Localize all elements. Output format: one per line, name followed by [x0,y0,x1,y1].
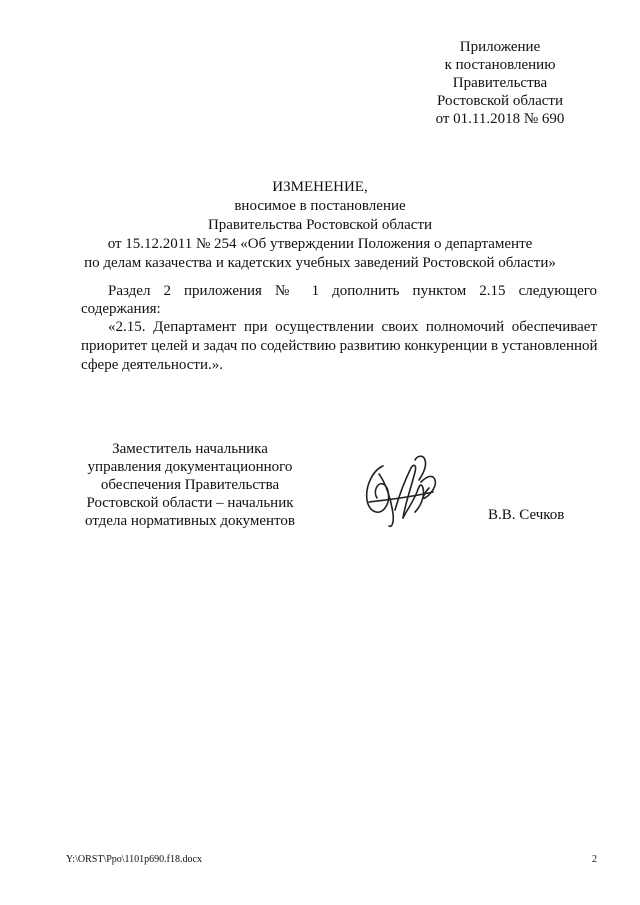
paragraph-1-line-1: Раздел 2 приложения № 1 дополнить пунктом 2.15 следующего [108,283,597,299]
position-line: Ростовской области – начальник [86,495,294,511]
footer-file-path: Y:\ORST\Ppo\1101p690.f18.docx [66,854,202,865]
annex-header [400,38,600,128]
annex-line: Приложение [459,39,541,55]
annex-line: от 01.11.2018 № 690 [435,111,565,127]
position-line: обеспечения Правительства [100,477,280,493]
paragraph-2-line-2: приоритет целей и задач по содействию развитию конкуренции в установленной [81,338,598,354]
annex-line: к постановлению [444,57,556,73]
annex-line: Ростовской области [437,93,563,109]
position-line: отдела нормативных документов [85,513,295,529]
signer-name: В.В. Сечков [488,507,565,523]
title-line: по делам казачества и кадетских учебных заведений Ростовской области» [84,255,556,271]
position-line: Заместитель начальника [112,441,268,457]
signatory-position [70,440,310,530]
document-title [60,178,580,273]
title-heading: ИЗМЕНЕНИЕ, [272,179,368,195]
paragraph-2-line-1: «2.15. Департамент при осуществлении своих полномочий обеспечивает [108,319,597,335]
page-number: 2 [592,854,597,865]
title-line: вносимое в постановление [234,198,406,214]
paragraph-1-line-2: содержания: [81,301,161,317]
position-line: управления документационного [87,459,293,475]
title-line: от 15.12.2011 № 254 «Об утверждении Положения о департаменте [107,236,533,252]
paragraph-2-line-3: сфере деятельности.». [81,357,223,373]
title-line: Правительства Ростовской области [207,217,433,233]
handwritten-signature [355,452,445,532]
annex-line: Правительства [452,75,548,91]
